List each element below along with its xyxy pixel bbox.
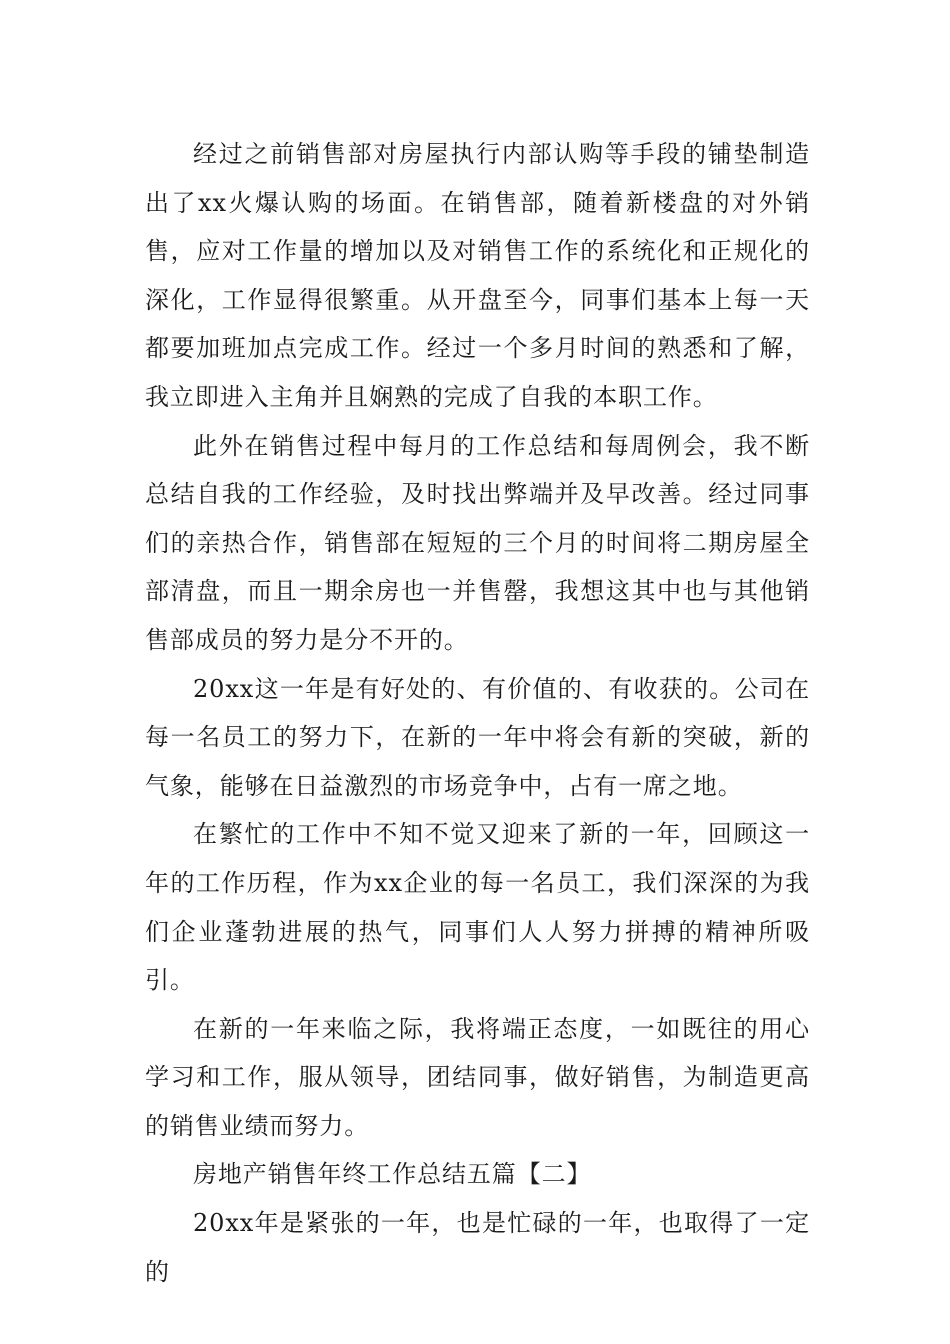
- section-heading: 房地产销售年终工作总结五篇【二】: [193, 1160, 592, 1189]
- paragraph-3: 20xx这一年是有好处的、有价值的、有收获的。公司在每一名员工的努力下，在新的一年中将会有新的突破，新的气象，能够在日益激烈的市场竞争中，占有一席之地。: [145, 674, 810, 800]
- paragraph-2: 此外在销售过程中每月的工作总结和每周例会，我不断总结自我的工作经验，及时找出弊端并及早改善。经过同事们的亲热合作，销售部在短短的三个月的时间将二期房屋全部清盘，而且一期余房也一并售罄，我想这其中也与其他销售部成员的努力是分不开的。: [145, 431, 810, 654]
- paragraph-5: 在新的一年来临之际，我将端正态度，一如既往的用心学习和工作，服从领导，团结同事，做好销售，为制造更高的销售业绩而努力。: [145, 1014, 810, 1140]
- paragraph-4: 在繁忙的工作中不知不觉又迎来了新的一年，回顾这一年的工作历程，作为xx企业的每一名员工，我们深深的为我们企业蓬勃进展的热气，同事们人人努力拼搏的精神所吸引。: [145, 820, 810, 995]
- closing-paragraph: 20xx年是紧张的一年，也是忙碌的一年，也取得了一定的: [145, 1209, 810, 1286]
- paragraph-1: 经过之前销售部对房屋执行内部认购等手段的铺垫制造出了xx火爆认购的场面。在销售部，随着新楼盘的对外销售，应对工作量的增加以及对销售工作的系统化和正规化的深化，工作显得很繁重。从开盘至今，同事们基本上每一天都要加班加点完成工作。经过一个多月时间的熟悉和了解，我立即进入主角并且娴熟的完成了自我的本职工作。: [145, 140, 810, 411]
- document-page: [145, 130, 810, 1296]
